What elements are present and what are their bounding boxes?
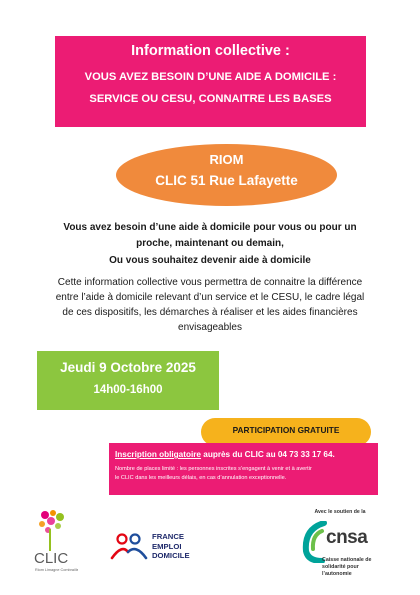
description-line3: de ces dispositifs, les démarches à réaliser et les aides financières — [62, 307, 358, 318]
clic-logo-icon — [32, 509, 78, 584]
fed-logo-icon — [108, 530, 150, 566]
description-text — [36, 275, 384, 335]
registration-end: . — [332, 450, 335, 459]
location-oval — [116, 144, 337, 206]
fed-line1: FRANCE — [152, 532, 185, 541]
header-subtitle — [55, 66, 366, 110]
clic-logo-sub: Riom Limagne Combrailles — [35, 568, 78, 572]
description-line4: envisageables — [178, 322, 242, 333]
header-banner — [55, 36, 366, 127]
intro-line1: Vous avez besoin d’une aide à domicile pour vous ou pour un — [63, 222, 357, 233]
registration-notice-line2: le CLIC dans les meilleurs délais, en cas d’annulation exceptionnelle. — [115, 475, 287, 481]
registration-line — [115, 448, 372, 461]
cnsa-caption-line2: solidarité pour l’autonomie — [322, 564, 359, 577]
fed-logo — [108, 530, 208, 566]
intro-line2: proche, maintenant ou demain, — [136, 237, 284, 249]
registration-required: Inscription obligatoire — [115, 450, 201, 459]
intro-line3: Ou vous souhaitez devenir aide à domicile — [109, 255, 311, 266]
fed-line2: EMPLOI — [152, 541, 182, 551]
registration-text: auprès du CLIC au — [200, 450, 278, 459]
registration-box — [109, 443, 378, 495]
header-subtitle-line2: SERVICE OU CESU, CONNAITRE LES BASES — [89, 93, 332, 105]
fed-line3: DOMICILE — [152, 551, 190, 560]
clic-logo — [32, 509, 78, 584]
description-line1: Cette information collective vous permettra de connaitre la différence — [57, 277, 363, 288]
header-subtitle-line1: VOUS AVEZ BESOIN D’UNE AIDE A DOMICILE : — [84, 71, 337, 83]
cnsa-logo-name: cnsa — [326, 527, 368, 548]
fed-logo-text — [152, 532, 190, 561]
location-address: CLIC 51 Rue Lafayette — [155, 173, 298, 188]
location-city: RIOM — [209, 152, 244, 167]
event-time: 14h00-16h00 — [93, 384, 163, 396]
event-date-box — [37, 351, 219, 410]
cnsa-logo — [300, 509, 380, 584]
cnsa-caption — [322, 557, 380, 578]
participation-badge: PARTICIPATION GRATUITE — [201, 418, 371, 446]
cnsa-caption-line1: Caisse nationale de — [322, 557, 372, 563]
description-line2: entre l’aide à domicile relevant d’un service et le CESU, le cadre légal — [55, 292, 365, 303]
intro-text — [40, 220, 380, 269]
registration-notice — [115, 465, 372, 483]
registration-notice-line1: Nombre de places limité : les personnes inscrites s’engagent à venir et à avertir — [115, 466, 312, 472]
header-title: Information collective : — [131, 43, 290, 59]
clic-logo-name: CLIC — [34, 550, 69, 567]
registration-phone[interactable]: 04 73 33 17 64 — [277, 450, 333, 459]
cnsa-support-text: Avec le soutien de la — [314, 509, 366, 515]
event-date: Jeudi 9 Octobre 2025 — [60, 360, 196, 375]
